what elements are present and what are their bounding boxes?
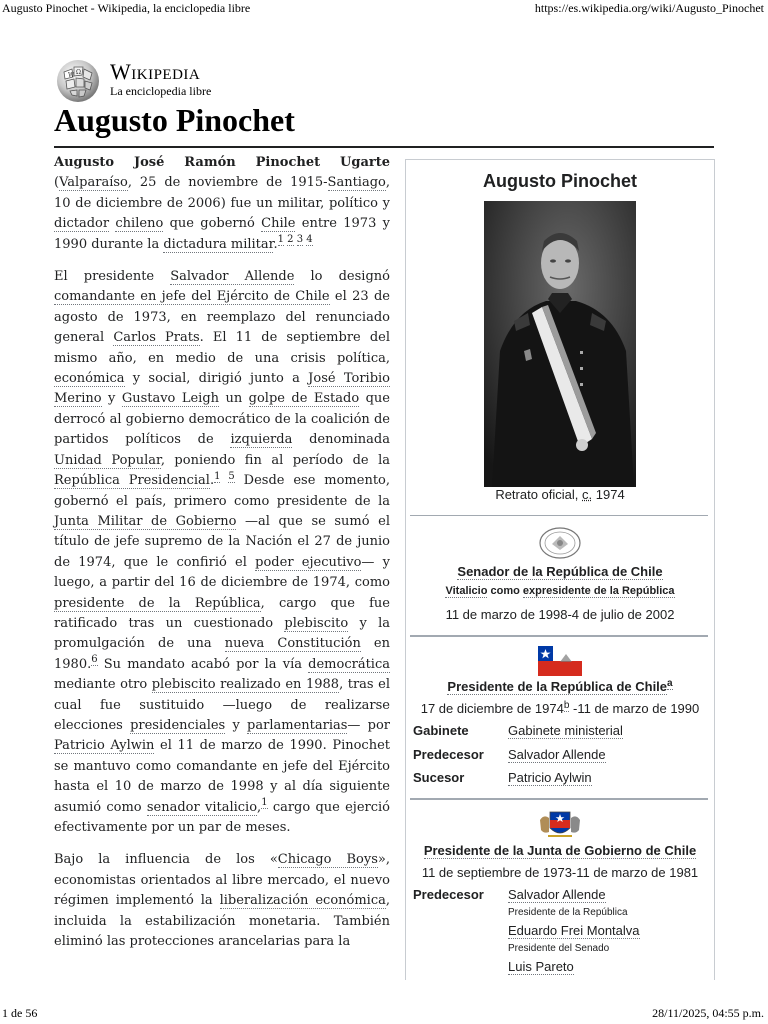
link-liberalizacion-economica[interactable]: liberalización económica: [219, 893, 386, 909]
print-datetime: 28/11/2025, 04:55 p.m.: [652, 1006, 764, 1020]
senate-seal-icon: [538, 526, 582, 560]
president-office-title: [406, 679, 714, 694]
infobox-divider: [410, 515, 708, 516]
senate-office-title: [406, 564, 714, 579]
row-value-predecesor-junta: [508, 887, 606, 902]
link-golpe-de-estado[interactable]: golpe de Estado: [248, 391, 360, 407]
link-valparaiso[interactable]: Valparaíso: [59, 175, 128, 191]
link-patricio-aylwin-infobox[interactable]: Patricio Aylwin: [508, 770, 592, 785]
coat-of-arms-icon: [538, 810, 582, 842]
row-label-gabinete: Gabinete: [413, 723, 469, 738]
row-label-predecesor-junta: Predecesor: [413, 887, 484, 902]
portrait-photo: [484, 201, 636, 487]
link-eduardo-frei[interactable]: Eduardo Frei Montalva: [508, 923, 640, 938]
link-presidente-republica[interactable]: presidente de la República: [54, 595, 261, 611]
link-presidente-junta[interactable]: Presidente de la Junta de Gobierno de Chile: [423, 843, 697, 858]
link-salvador-allende-junta[interactable]: Salvador Allende: [508, 887, 606, 902]
svg-text:Ω: Ω: [76, 69, 81, 76]
reference-link[interactable]: 1: [214, 470, 221, 482]
link-unidad-popular[interactable]: Unidad Popular: [54, 452, 161, 468]
portrait-caption: Retrato oficial, c. 1974: [495, 487, 625, 502]
link-junta-militar[interactable]: Junta Militar de Gobierno: [54, 513, 237, 529]
link-poder-ejecutivo[interactable]: poder ejecutivo: [255, 554, 362, 570]
link-senador-republica[interactable]: Senador de la República de Chile: [457, 564, 663, 579]
row-value-sucesor: [508, 770, 592, 785]
link-republica-presidencial[interactable]: República Presidencial: [54, 473, 210, 489]
wikipedia-tagline: La enciclopedia libre: [110, 84, 212, 98]
predecessor-role: Presidente de la República: [508, 907, 628, 918]
link-gustavo-leigh[interactable]: Gustavo Leigh: [121, 391, 220, 407]
svg-text:W: W: [68, 72, 75, 79]
junta-office-title: [406, 843, 714, 858]
wikipedia-wordmark: Wikipedia: [110, 59, 201, 84]
title-divider: [54, 146, 714, 148]
link-izquierda[interactable]: izquierda: [230, 432, 293, 448]
reference-link[interactable]: 5: [228, 470, 235, 482]
reference-link[interactable]: 6: [91, 654, 98, 666]
president-dates: 17 de diciembre de 1974$^b$ -11 de marzo de 1990: [420, 699, 700, 716]
link-economica[interactable]: económica: [54, 371, 125, 387]
page-title: Augusto Pinochet: [54, 102, 295, 138]
note-link[interactable]: b: [563, 699, 570, 711]
row-label-sucesor: Sucesor: [413, 770, 465, 785]
reference-link[interactable]: 4: [306, 234, 313, 246]
link-patricio-aylwin[interactable]: Patricio Aylwin: [54, 738, 155, 754]
paragraph-economy: Bajo la influencia de los «Chicago Boys», economistas orientados al libre mercado, el nuevo régimen implementó la liberalización económica, incluida la estabilización monetaria. También eliminó las protecciones arancelarias para la: [54, 852, 391, 950]
predecessor-role: Presidente del Senado: [508, 943, 610, 954]
link-presidenciales[interactable]: presidenciales: [130, 717, 226, 733]
link-chileno[interactable]: chileno: [115, 216, 164, 232]
article-subject-name: Augusto José Ramón Pinochet Ugarte: [54, 155, 390, 170]
row-value-predecesor: [508, 747, 606, 762]
link-dictador[interactable]: dictador: [54, 216, 110, 232]
chile-flag-icon: [538, 646, 582, 676]
link-plebiscito-1988[interactable]: plebiscito realizado en 1988: [151, 677, 340, 693]
infobox-divider: [410, 635, 708, 637]
link-plebiscito[interactable]: plebiscito: [284, 615, 349, 631]
link-vitalicio[interactable]: Vitalicio: [445, 585, 488, 597]
reference-link[interactable]: 1: [261, 797, 268, 809]
link-carlos-prats[interactable]: Carlos Prats: [113, 330, 200, 346]
reference-link[interactable]: 2: [287, 234, 294, 246]
infobox-divider: [410, 798, 708, 800]
link-presidente-chile[interactable]: Presidente de la República de Chile: [447, 679, 668, 694]
link-nueva-constitucion[interactable]: nueva Constitución: [224, 636, 361, 652]
link-chicago-boys[interactable]: Chicago Boys: [277, 852, 378, 868]
print-footer: [0, 1006, 768, 1024]
wikipedia-globe-icon: [54, 56, 102, 104]
senate-role: Vitalicio como expresidente de la República: [445, 585, 675, 597]
link-expresidente[interactable]: expresidente de la República: [522, 585, 675, 597]
junta-dates: 11 de septiembre de 1973-11 de marzo de 1981: [421, 865, 699, 880]
print-header: [0, 0, 768, 18]
infobox: [405, 159, 715, 980]
print-url[interactable]: https://es.wikipedia.org/wiki/Augusto_Pinochet: [534, 1, 764, 15]
note-link[interactable]: a: [667, 677, 673, 689]
portrait-image[interactable]: [484, 201, 636, 487]
row-value-predecesor-junta: [508, 923, 640, 938]
paragraph-intro: Augusto José Ramón Pinochet Ugarte (Valparaíso, 25 de noviembre de 1915-Santiago, 10 de diciembre de 2006) fue un militar, político y dictador chileno que gobernó Chile entre 1973 y 1990 durante la dictadura militar.$^{1 2 3 4}$: [54, 155, 390, 252]
row-value-predecesor-junta: [508, 959, 574, 974]
link-salvador-allende-infobox[interactable]: Salvador Allende: [508, 747, 606, 762]
reference-link[interactable]: 3: [296, 234, 304, 246]
link-dictadura-militar[interactable]: dictadura militar: [163, 236, 274, 252]
infobox-title: Augusto Pinochet: [483, 171, 637, 191]
link-democratica[interactable]: democrática: [308, 656, 390, 672]
link-comandante-en-jefe[interactable]: comandante en jefe del Ejército de Chile: [54, 289, 330, 305]
link-santiago[interactable]: Santiago: [327, 175, 386, 191]
paragraph-career: El presidente Salvador Allende lo designó comandante en jefe del Ejército de Chile el 23 de agosto de 1973, en reemplazo del renunciado general Carlos Prats. El 11 de septiembre del mismo año, en medio de una crisis política, económica y social, dirigió junto a José Toribio Merino y Gustavo Leigh un golpe de Estado que derrocó al gobierno democrático de la coalición de partidos políticos de izquierda denominada Unidad Popular, poniendo fin al período de la República Presidencial.$^{1 5}$ Desde ese momento, gobernó el país, primero como presidente de la Junta Militar de Gobierno —al que se sumó el título de jefe supremo de la Nación el 27 de junio de 1974, que le confirió el poder ejecutivo— y luego, a partir del 16 de diciembre de 1974, como presidente de la República, cargo que fue ratificado tras un cuestionado plebiscito y la promulgación de una nueva Constitución en 1980.$^6$ Su mandato acabó por la vía democrática mediante otro plebiscito realizado en 1988, tras el cual fue sustituido —luego de realizarse elecciones presidenciales y parlamentarias— por Patricio Aylwin el 11 de marzo de 1990. Pinochet se mantuvo como comandante en jefe del Ejército hasta el 10 de marzo de 1998 y al día siguiente asumió como senador vitalicio,$^1$ cargo que ejerció efectivamente por un par de meses.: [54, 269, 391, 835]
row-label-predecesor: Predecesor: [413, 747, 484, 762]
circa-abbr: c.: [582, 487, 593, 502]
link-salvador-allende[interactable]: Salvador Allende: [170, 269, 295, 285]
link-senador-vitalicio[interactable]: senador vitalicio: [146, 799, 258, 815]
link-chile[interactable]: Chile: [261, 216, 296, 232]
article-body: [54, 153, 390, 964]
print-page-count: 1 de 56: [2, 1006, 38, 1020]
print-page-title: Augusto Pinochet - Wikipedia, la enciclopedia libre: [2, 1, 251, 15]
link-luis-pareto[interactable]: Luis Pareto: [508, 959, 574, 974]
reference-link[interactable]: 1: [277, 234, 284, 246]
link-jose-toribio-merino[interactable]: José Toribio Merino: [54, 371, 391, 407]
link-gabinete[interactable]: Gabinete ministerial: [508, 723, 623, 738]
link-parlamentarias[interactable]: parlamentarias: [247, 717, 348, 733]
senate-dates: 11 de marzo de 1998-4 de julio de 2002: [445, 607, 675, 622]
row-value-gabinete: [508, 723, 623, 738]
